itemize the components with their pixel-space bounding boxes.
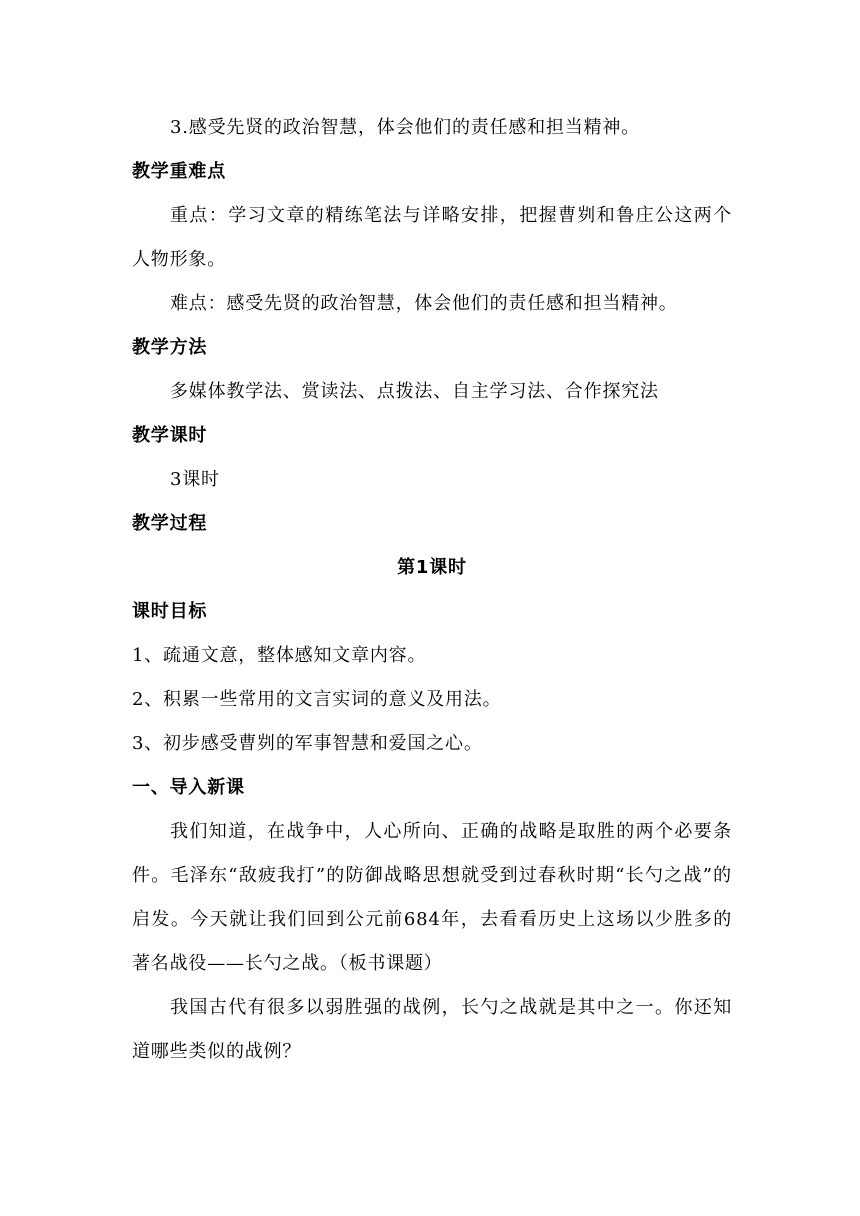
difficult-point-text: 难点：感受先贤的政治智慧，体会他们的责任感和担当精神。 (170, 293, 678, 314)
key-point-text: 重点：学习文章的精练笔法与详略安排，把握曹刿和鲁庄公这两个人物形象。 (132, 205, 732, 270)
teaching-methods-text: 多媒体教学法、赏读法、点拨法、自主学习法、合作探究法 (170, 381, 659, 402)
lesson-goal-item: 1、疏通文意，整体感知文章内容。 (132, 645, 427, 666)
teaching-process-heading: 教学过程 (132, 513, 208, 534)
teaching-goal-3: 3.感受先贤的政治智慧，体会他们的责任感和担当精神。 (170, 117, 640, 138)
intro-paragraph: 我们知道，在战争中，人心所向、正确的战略是取胜的两个必要条件。毛泽东“敌疲我打”的防御战略思想就受到过春秋时期“长勺之战”的启发。今天就让我们回到公元前684年，去看看历史上这场以少胜多的著名战役——长勺之战。（板书课题） (132, 821, 732, 974)
lesson-goal-item: 3、初步感受曹刿的军事智慧和爱国之心。 (132, 733, 483, 754)
lesson-goal-item: 2、积累一些常用的文言实词的意义及用法。 (132, 689, 502, 710)
lesson-goal-heading: 课时目标 (132, 601, 208, 622)
teaching-method-heading: 教学方法 (132, 337, 208, 358)
teaching-hours-heading: 教学课时 (132, 425, 208, 446)
lesson-title: 第1课时 (397, 557, 467, 578)
intro-heading: 一、导入新课 (132, 777, 245, 798)
intro-question-paragraph: 我国古代有很多以弱胜强的战例，长勺之战就是其中之一。你还知道哪些类似的战例？ (132, 997, 732, 1062)
key-difficult-heading: 教学重难点 (132, 161, 226, 182)
document-content (132, 106, 732, 1074)
teaching-hours-text: 3课时 (170, 469, 220, 490)
